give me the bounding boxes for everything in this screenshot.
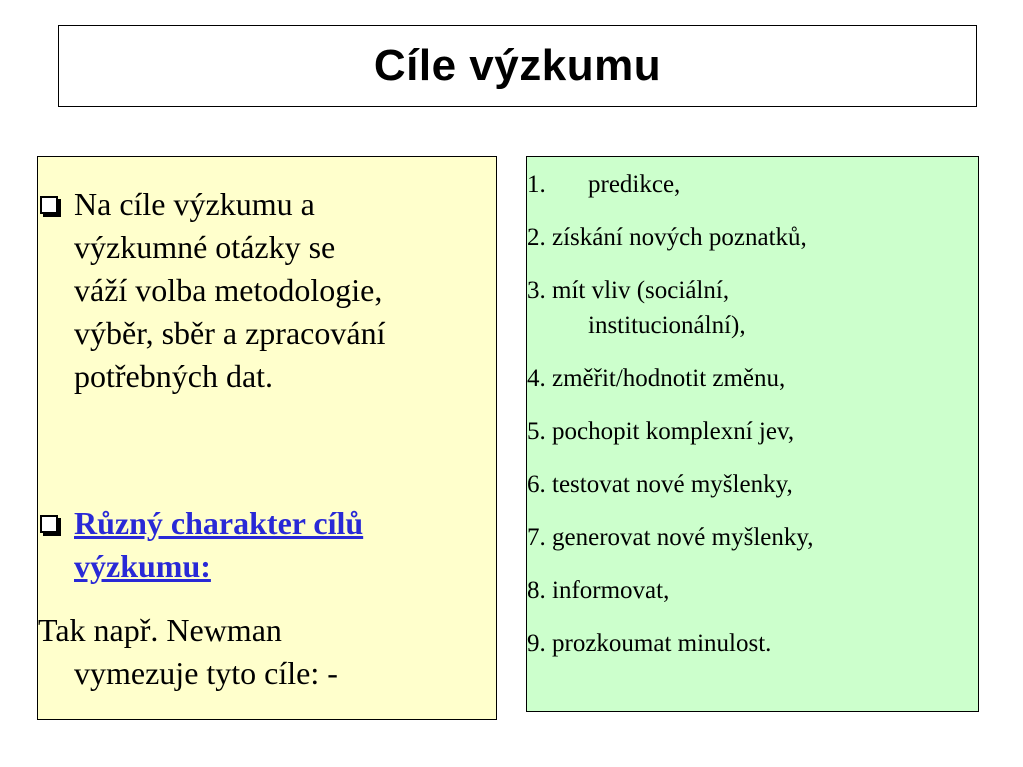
- right-list-panel: [526, 156, 979, 712]
- list-item: 1. predikce,: [527, 171, 681, 198]
- slide-title: Cíle výzkumu: [373, 41, 662, 90]
- list-item: 5. pochopit komplexní jev,: [527, 418, 795, 445]
- list-item: 9. prozkoumat minulost.: [527, 630, 772, 657]
- list-item: 8. informovat,: [527, 577, 670, 604]
- goals-link-line-1[interactable]: Různý charakter cílů: [74, 505, 364, 541]
- goals-list: [527, 167, 814, 679]
- left-text-panel: [37, 156, 497, 720]
- list-item: 7. generovat nové myšlenky,: [527, 524, 814, 551]
- paragraph-line: potřebných dat.: [74, 358, 274, 394]
- paragraph-line: výběr, sběr a zpracování: [74, 315, 386, 351]
- list-item: 6. testovat nové myšlenky,: [527, 471, 793, 498]
- list-item: 2. získání nových poznatků,: [527, 224, 807, 251]
- list-item: 3. mít vliv (sociální, institucionální),: [527, 277, 746, 339]
- paragraph-line: váží volba metodologie,: [74, 272, 383, 308]
- bullet-paragraph-goals-link: [38, 502, 494, 588]
- square-bullet-icon: [40, 515, 58, 533]
- paragraph-line: výzkumné otázky se: [74, 229, 336, 265]
- paragraph-line: Na cíle výzkumu a: [74, 186, 315, 222]
- title-box: [58, 25, 977, 107]
- list-item: 4. změřit/hodnotit změnu,: [527, 365, 786, 392]
- goals-link-line-2[interactable]: výzkumu:: [74, 548, 211, 584]
- bullet-paragraph-methodology: [38, 183, 494, 398]
- square-bullet-icon: [40, 196, 58, 214]
- note-line: Tak např. Newman: [38, 612, 282, 648]
- newman-note: [38, 609, 478, 695]
- note-line: vymezuje tyto cíle: -: [74, 655, 338, 691]
